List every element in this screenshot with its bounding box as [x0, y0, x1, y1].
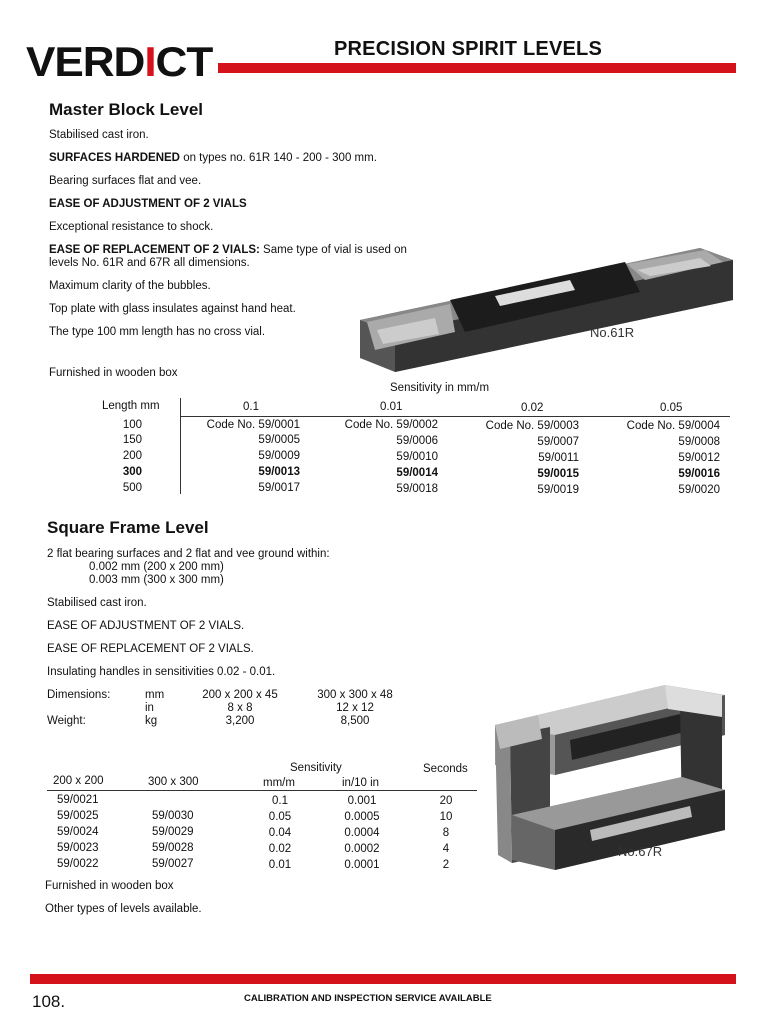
square-text-2: Stabilised cast iron.	[47, 597, 147, 609]
master-text-6: EASE OF REPLACEMENT OF 2 VIALS: Same type of vial is used on levels No. 61R and 67R all dimensions.	[49, 244, 407, 269]
square-frame-title: Square Frame Level	[47, 518, 209, 537]
code-cell: 59/0016	[678, 468, 720, 480]
weight-label: Weight:	[47, 715, 86, 727]
master-text-1: Stabilised cast iron.	[49, 129, 149, 141]
other-types-note: Other types of levels available.	[45, 903, 202, 915]
table-vertical-rule	[180, 398, 181, 494]
dimensions-label: Dimensions:	[47, 689, 111, 701]
code-cell: 59/0008	[678, 436, 720, 448]
table-horizontal-rule	[180, 416, 730, 417]
verdict-logo: VERDICT	[26, 38, 213, 85]
row-length: 200	[122, 450, 142, 462]
table-cell: 0.05	[268, 811, 292, 823]
master-text-4: EASE OF ADJUSTMENT OF 2 VIALS	[49, 198, 247, 210]
master-furnished-note: Furnished in wooden box	[49, 367, 178, 379]
dims-200-in: 8 x 8	[227, 702, 253, 714]
table-cell: 0.0001	[344, 859, 380, 871]
dims-300-kg: 8,500	[340, 715, 370, 727]
code-cell: 59/0020	[678, 484, 720, 496]
row-length: 150	[122, 434, 142, 446]
master-text-8: Top plate with glass insulates against hand heat.	[49, 303, 296, 315]
header-red-bar	[218, 63, 736, 73]
code-cell: 59/0006	[396, 435, 438, 447]
table-cell: 0.01	[268, 859, 292, 871]
table-cell: 8	[442, 827, 450, 839]
row-length: 300	[122, 466, 142, 478]
master-text-7: Maximum clarity of the bubbles.	[49, 280, 211, 292]
code-cell: 59/0009	[258, 450, 300, 462]
footer-text: CALIBRATION AND INSPECTION SERVICE AVAILABLE	[244, 993, 492, 1004]
code-cell: 59/0007	[537, 436, 579, 448]
code-cell: Code No. 59/0003	[485, 420, 579, 432]
dims-200-kg: 3,200	[225, 715, 255, 727]
table-cell: 59/0029	[152, 826, 194, 838]
unit-mm: mm	[145, 689, 165, 701]
square-image-caption: No.67R	[618, 844, 663, 859]
sens-header-3: 0.02	[521, 402, 544, 414]
table-cell: 0.1	[272, 795, 288, 807]
header-200: 200 x 200	[53, 775, 104, 787]
table-cell: 59/0025	[57, 810, 99, 822]
table-cell: 59/0030	[152, 810, 194, 822]
code-cell: 59/0018	[396, 483, 438, 495]
code-cell: 59/0017	[258, 482, 300, 494]
dims-300-mm: 300 x 300 x 48	[317, 689, 393, 701]
code-cell: 59/0013	[258, 466, 300, 478]
dims-300-in: 12 x 12	[336, 702, 374, 714]
code-cell: 59/0015	[537, 468, 579, 480]
master-text-2: SURFACES HARDENED on types no. 61R 140 - 200 - 300 mm.	[49, 152, 377, 164]
table-cell: 59/0021	[57, 794, 99, 806]
table-cell: 20	[439, 795, 453, 807]
table-cell: 0.02	[268, 843, 292, 855]
square-text-1: 2 flat bearing surfaces and 2 flat and vee ground within:	[47, 548, 330, 560]
header-in10: in/10 in	[342, 777, 380, 789]
table-cell: 0.0002	[344, 843, 380, 855]
master-text-3: Bearing surfaces flat and vee.	[49, 175, 202, 187]
code-cell: 59/0014	[396, 467, 438, 479]
header-300: 300 x 300	[148, 776, 199, 788]
page-number: 108.	[32, 992, 66, 1011]
table-cell: 10	[439, 811, 453, 823]
table-horizontal-rule	[47, 790, 477, 791]
dims-200-mm: 200 x 200 x 45	[202, 689, 278, 701]
sens-header-4: 0.05	[660, 402, 683, 414]
table-cell: 59/0024	[57, 826, 99, 838]
code-cell: 59/0011	[538, 452, 579, 464]
seconds-header: Seconds	[423, 763, 468, 775]
master-image-caption: No.61R	[590, 325, 635, 340]
sens-header-2: 0.01	[380, 401, 403, 413]
unit-in: in	[145, 702, 154, 714]
table-cell: 0.0004	[344, 827, 380, 839]
table-cell: 59/0027	[152, 858, 194, 870]
code-cell: Code No. 59/0004	[626, 420, 720, 432]
table-cell: 59/0022	[57, 858, 99, 870]
table-cell: 4	[442, 843, 450, 855]
sens-header-1: 0.1	[243, 401, 259, 413]
table-cell: 59/0028	[152, 842, 194, 854]
row-length: 500	[122, 482, 142, 494]
table-cell: 0.001	[347, 795, 377, 807]
square-text-3: EASE OF ADJUSTMENT OF 2 VIALS.	[47, 620, 245, 632]
master-text-9: The type 100 mm length has no cross vial.	[49, 326, 266, 338]
header-mmm: mm/m	[263, 777, 295, 789]
code-cell: 59/0019	[537, 484, 579, 496]
table-cell: 0.0005	[344, 811, 380, 823]
code-cell: Code No. 59/0001	[206, 419, 300, 431]
length-header: Length mm	[102, 400, 160, 412]
unit-kg: kg	[145, 715, 158, 727]
code-cell: 59/0005	[258, 434, 300, 446]
master-text-5: Exceptional resistance to shock.	[49, 221, 214, 233]
square-text-1b: 0.003 mm (300 x 300 mm)	[89, 574, 224, 586]
row-length: 100	[122, 419, 142, 431]
sensitivity-header: Sensitivity in mm/m	[390, 382, 490, 394]
square-frame-level-image	[490, 665, 740, 875]
page-title: PRECISION SPIRIT LEVELS	[334, 38, 602, 60]
square-text-5: Insulating handles in sensitivities 0.02 - 0.01.	[47, 666, 276, 678]
table-cell: 2	[442, 859, 450, 871]
table-cell: 0.04	[268, 827, 292, 839]
master-block-level-image	[355, 240, 740, 375]
table-cell: 59/0023	[57, 842, 99, 854]
code-cell: 59/0012	[678, 452, 720, 464]
square-furnished-note: Furnished in wooden box	[45, 880, 174, 892]
square-text-4: EASE OF REPLACEMENT OF 2 VIALS.	[47, 643, 254, 655]
sensitivity-header: Sensitivity	[290, 762, 342, 774]
code-cell: 59/0010	[396, 451, 438, 463]
square-text-1a: 0.002 mm (200 x 200 mm)	[89, 561, 224, 573]
master-block-title: Master Block Level	[49, 100, 204, 119]
code-cell: Code No. 59/0002	[344, 419, 438, 431]
footer-red-bar	[30, 974, 736, 984]
